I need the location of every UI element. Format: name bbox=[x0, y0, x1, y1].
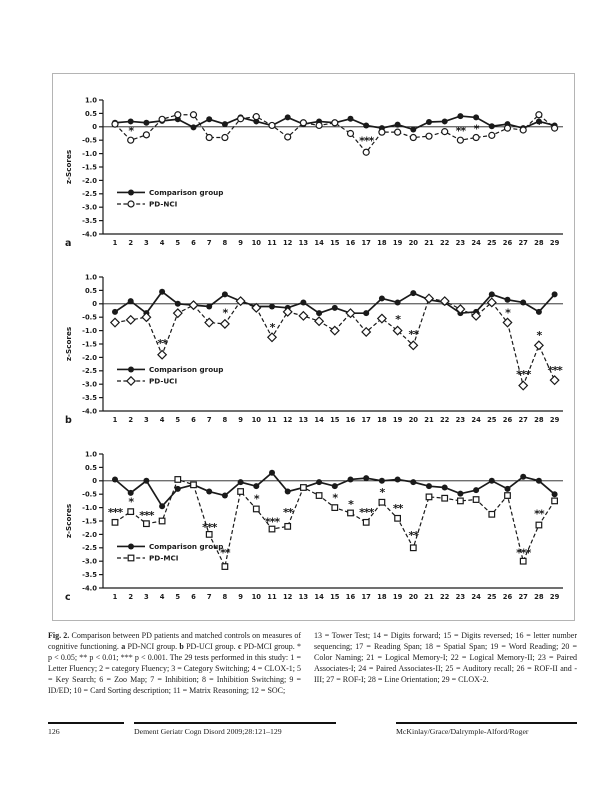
svg-text:12: 12 bbox=[282, 416, 293, 424]
significance-asterisk: * bbox=[395, 313, 400, 327]
svg-text:17: 17 bbox=[361, 593, 371, 601]
significance-asterisk: ** bbox=[408, 327, 419, 341]
chart-panel-c bbox=[59, 446, 573, 616]
svg-text:13: 13 bbox=[298, 593, 309, 601]
svg-text:18: 18 bbox=[377, 239, 387, 247]
svg-text:-3.5: -3.5 bbox=[82, 571, 97, 579]
svg-text:7: 7 bbox=[206, 239, 212, 247]
svg-text:11: 11 bbox=[267, 416, 277, 424]
svg-text:15: 15 bbox=[330, 593, 340, 601]
svg-text:29: 29 bbox=[549, 416, 560, 424]
svg-text:9: 9 bbox=[238, 593, 243, 601]
svg-text:8: 8 bbox=[222, 239, 228, 247]
svg-text:24: 24 bbox=[471, 593, 481, 601]
significance-asterisk: *** bbox=[107, 506, 123, 520]
svg-text:-3.0: -3.0 bbox=[82, 203, 97, 212]
svg-text:Comparison group: Comparison group bbox=[149, 365, 224, 375]
svg-text:5: 5 bbox=[175, 239, 181, 247]
svg-text:-4.0: -4.0 bbox=[82, 230, 97, 239]
svg-text:27: 27 bbox=[518, 593, 528, 601]
chart-panel-b bbox=[59, 269, 573, 439]
svg-text:8: 8 bbox=[222, 416, 228, 424]
journal-reference: Dement Geriatr Cogn Disord 2009;28:121–129 bbox=[134, 727, 282, 736]
page-number: 126 bbox=[48, 727, 60, 736]
svg-text:-3.0: -3.0 bbox=[82, 557, 97, 566]
caption-left-column: Fig. 2. Comparison between PD patients and matched controls on measures of cognitive functioning. a PD-NCI group. b PD-UCI group. c PD-MCI group. * p < 0.05; ** p < 0.01; *** p < 0.001. The 29 tests performed in this study: 1 = Letter Fluency; 2 = category Fluency; 3 = Category Switching; 4 = CLOX-1; 5 = Key Search; 6 = Zoo Map; 7 = Inhibition; 8 = Inhibition Switching; 9 = ID/ED; 10 = Card Sorting description; 11 = Matrix Reasoning; 12 = SOC; bbox=[48, 631, 302, 696]
svg-text:20: 20 bbox=[408, 239, 419, 247]
svg-text:26: 26 bbox=[502, 239, 513, 247]
svg-text:-0.5: -0.5 bbox=[82, 136, 97, 145]
significance-asterisk: * bbox=[222, 306, 228, 320]
figure-2-box bbox=[52, 73, 575, 621]
svg-text:14: 14 bbox=[314, 593, 324, 601]
svg-text:23: 23 bbox=[455, 239, 466, 247]
panel-letter: c bbox=[65, 592, 71, 603]
svg-text:-3.5: -3.5 bbox=[82, 217, 97, 225]
svg-text:-2.0: -2.0 bbox=[82, 176, 97, 185]
svg-text:Comparison group: Comparison group bbox=[149, 188, 224, 198]
svg-text:24: 24 bbox=[471, 416, 481, 424]
svg-text:4: 4 bbox=[159, 416, 165, 424]
svg-text:19: 19 bbox=[392, 593, 403, 601]
svg-text:10: 10 bbox=[251, 239, 262, 247]
footer-authors-cell bbox=[396, 722, 577, 738]
svg-text:0.5: 0.5 bbox=[84, 109, 97, 118]
svg-text:28: 28 bbox=[534, 416, 544, 424]
significance-asterisk: *** bbox=[516, 546, 531, 560]
significance-asterisk: * bbox=[128, 495, 134, 509]
svg-text:17: 17 bbox=[361, 239, 371, 247]
svg-text:28: 28 bbox=[534, 239, 544, 247]
footer-rule bbox=[396, 722, 577, 724]
svg-text:1.0: 1.0 bbox=[84, 96, 97, 105]
svg-text:-3.5: -3.5 bbox=[82, 394, 97, 402]
svg-text:PD-NCI: PD-NCI bbox=[149, 199, 178, 209]
svg-text:25: 25 bbox=[487, 239, 497, 247]
svg-text:20: 20 bbox=[408, 416, 419, 424]
page-footer bbox=[48, 722, 577, 762]
svg-text:0: 0 bbox=[92, 123, 97, 132]
significance-asterisk: *** bbox=[547, 363, 562, 377]
svg-text:6: 6 bbox=[191, 416, 196, 424]
svg-text:7: 7 bbox=[206, 416, 212, 424]
footer-rule bbox=[134, 722, 336, 724]
significance-asterisk: * bbox=[379, 486, 385, 500]
svg-text:16: 16 bbox=[345, 239, 356, 247]
significance-asterisk: ** bbox=[220, 546, 230, 560]
svg-text:-1.5: -1.5 bbox=[82, 163, 97, 172]
svg-text:25: 25 bbox=[487, 416, 497, 424]
significance-asterisk: ** bbox=[455, 124, 466, 138]
significance-asterisk: ** bbox=[408, 528, 419, 542]
svg-text:-1.5: -1.5 bbox=[82, 340, 97, 349]
significance-asterisk: *** bbox=[516, 367, 531, 381]
svg-text:28: 28 bbox=[534, 593, 544, 601]
svg-text:3: 3 bbox=[144, 593, 149, 601]
svg-text:1.0: 1.0 bbox=[84, 273, 97, 282]
svg-text:21: 21 bbox=[424, 593, 434, 601]
svg-text:0.5: 0.5 bbox=[84, 463, 97, 472]
figure-caption bbox=[48, 630, 577, 696]
significance-asterisk: *** bbox=[202, 520, 217, 534]
significance-asterisk: * bbox=[536, 329, 542, 343]
svg-text:19: 19 bbox=[392, 239, 403, 247]
svg-text:11: 11 bbox=[267, 593, 277, 601]
svg-text:6: 6 bbox=[191, 593, 196, 601]
svg-text:-2.0: -2.0 bbox=[82, 353, 97, 362]
svg-text:1: 1 bbox=[112, 593, 118, 601]
svg-text:13: 13 bbox=[298, 416, 309, 424]
svg-text:6: 6 bbox=[191, 239, 196, 247]
significance-asterisk: ** bbox=[534, 507, 544, 521]
svg-text:9: 9 bbox=[238, 239, 243, 247]
svg-text:29: 29 bbox=[549, 593, 560, 601]
svg-text:1.0: 1.0 bbox=[84, 450, 97, 459]
svg-text:-2.5: -2.5 bbox=[82, 544, 97, 553]
svg-text:-1.5: -1.5 bbox=[82, 517, 97, 526]
svg-text:19: 19 bbox=[392, 416, 403, 424]
svg-text:0: 0 bbox=[92, 300, 97, 309]
significance-asterisk: *** bbox=[359, 134, 374, 148]
svg-text:-2.0: -2.0 bbox=[82, 530, 97, 539]
svg-text:27: 27 bbox=[518, 416, 528, 424]
svg-text:-4.0: -4.0 bbox=[82, 584, 97, 593]
svg-text:5: 5 bbox=[175, 593, 181, 601]
svg-text:29: 29 bbox=[549, 239, 560, 247]
svg-text:-0.5: -0.5 bbox=[82, 313, 97, 322]
svg-text:22: 22 bbox=[439, 239, 450, 247]
significance-asterisk: * bbox=[128, 124, 134, 138]
svg-text:12: 12 bbox=[282, 593, 293, 601]
svg-text:z-Scores: z-Scores bbox=[64, 149, 73, 185]
svg-text:14: 14 bbox=[314, 239, 324, 247]
svg-text:23: 23 bbox=[455, 416, 466, 424]
significance-asterisk: * bbox=[473, 122, 479, 136]
svg-text:0.5: 0.5 bbox=[84, 286, 97, 295]
svg-text:-1.0: -1.0 bbox=[82, 504, 97, 512]
svg-text:12: 12 bbox=[282, 239, 293, 247]
svg-text:4: 4 bbox=[159, 239, 165, 247]
footer-journal-cell bbox=[134, 722, 336, 736]
svg-text:-4.0: -4.0 bbox=[82, 407, 97, 416]
svg-text:13: 13 bbox=[298, 239, 309, 247]
svg-text:17: 17 bbox=[361, 416, 371, 424]
significance-asterisk: ** bbox=[157, 337, 167, 351]
significance-asterisk: * bbox=[505, 306, 510, 320]
svg-text:8: 8 bbox=[222, 593, 228, 601]
panel-letter: a bbox=[65, 238, 72, 249]
svg-text:-3.0: -3.0 bbox=[82, 380, 97, 389]
svg-text:22: 22 bbox=[439, 416, 450, 424]
significance-asterisk: * bbox=[536, 118, 542, 132]
significance-asterisk: * bbox=[269, 321, 275, 335]
svg-text:3: 3 bbox=[144, 416, 149, 424]
svg-text:2: 2 bbox=[128, 239, 134, 247]
svg-text:Comparison group: Comparison group bbox=[149, 542, 224, 552]
svg-text:22: 22 bbox=[439, 593, 450, 601]
svg-text:16: 16 bbox=[345, 416, 356, 424]
panel-letter: b bbox=[65, 415, 72, 426]
significance-asterisk: ** bbox=[282, 506, 293, 520]
svg-text:4: 4 bbox=[159, 593, 165, 601]
svg-text:-1.0: -1.0 bbox=[82, 327, 97, 335]
footer-page-number-cell bbox=[48, 722, 124, 736]
svg-text:15: 15 bbox=[330, 239, 340, 247]
svg-text:26: 26 bbox=[502, 593, 513, 601]
svg-text:2: 2 bbox=[128, 593, 134, 601]
caption-right-column: 13 = Tower Test; 14 = Digits forward; 15 = Digits reversed; 16 = letter number sequencing; 17 = Reading Span; 18 = Spatial Span; 19 = Word Reading; 20 = Color Naming; 21 = Logical Memory-I; 22 = Logical Memory-II; 23 = Paired Associates-I; 24 = Paired Associates-II; 25 = Auditory recall; 26 = ROF-II and -III; 27 = ROF-I; 28 = Line Orientation; 29 = CLOX-2. bbox=[314, 631, 577, 685]
svg-text:14: 14 bbox=[314, 416, 324, 424]
svg-text:PD-UCI: PD-UCI bbox=[149, 376, 178, 386]
svg-text:-2.5: -2.5 bbox=[82, 190, 97, 199]
svg-text:z-Scores: z-Scores bbox=[64, 503, 73, 539]
svg-text:PD-MCI: PD-MCI bbox=[149, 553, 179, 563]
footer-rule bbox=[48, 722, 124, 724]
svg-text:15: 15 bbox=[330, 416, 340, 424]
svg-text:25: 25 bbox=[487, 593, 497, 601]
chart-panel-a bbox=[59, 92, 573, 262]
svg-text:z-Scores: z-Scores bbox=[64, 326, 73, 362]
svg-text:0: 0 bbox=[92, 477, 97, 486]
svg-text:3: 3 bbox=[144, 239, 149, 247]
svg-text:26: 26 bbox=[502, 416, 513, 424]
svg-text:2: 2 bbox=[128, 416, 134, 424]
svg-text:7: 7 bbox=[206, 593, 212, 601]
svg-text:24: 24 bbox=[471, 239, 481, 247]
authors: McKinlay/Grace/Dalrymple-Alford/Roger bbox=[396, 727, 529, 736]
svg-text:10: 10 bbox=[251, 593, 262, 601]
svg-text:1: 1 bbox=[112, 239, 118, 247]
svg-text:5: 5 bbox=[175, 416, 181, 424]
significance-asterisk: *** bbox=[359, 506, 374, 520]
svg-text:1: 1 bbox=[112, 416, 118, 424]
svg-text:-1.0: -1.0 bbox=[82, 150, 97, 158]
svg-text:-2.5: -2.5 bbox=[82, 367, 97, 376]
significance-asterisk: *** bbox=[264, 515, 280, 529]
svg-text:23: 23 bbox=[455, 593, 466, 601]
svg-text:18: 18 bbox=[377, 593, 387, 601]
svg-text:-0.5: -0.5 bbox=[82, 490, 97, 499]
svg-text:10: 10 bbox=[251, 416, 262, 424]
significance-asterisk: * bbox=[348, 498, 353, 512]
svg-text:21: 21 bbox=[424, 416, 434, 424]
svg-text:21: 21 bbox=[424, 239, 434, 247]
significance-asterisk: * bbox=[253, 492, 259, 506]
svg-text:27: 27 bbox=[518, 239, 528, 247]
significance-asterisk: ** bbox=[392, 502, 403, 516]
svg-text:20: 20 bbox=[408, 593, 419, 601]
significance-asterisk: * bbox=[332, 491, 338, 505]
svg-text:9: 9 bbox=[238, 416, 243, 424]
svg-text:11: 11 bbox=[267, 239, 277, 247]
svg-text:16: 16 bbox=[345, 593, 356, 601]
significance-asterisk: *** bbox=[139, 508, 154, 522]
svg-text:18: 18 bbox=[377, 416, 387, 424]
